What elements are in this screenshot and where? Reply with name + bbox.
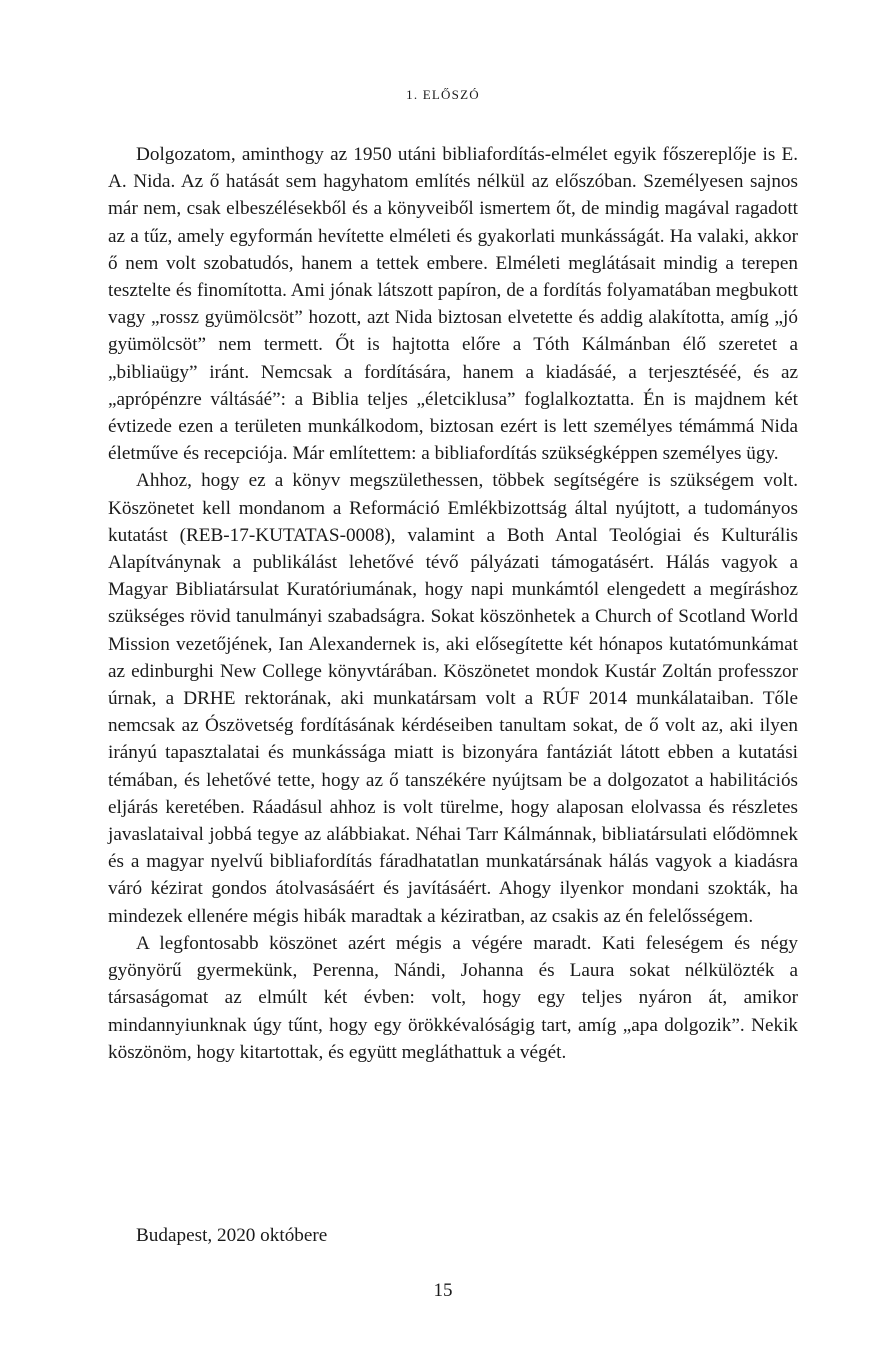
paragraph-family: A legfontosabb köszönet azért mégis a végére maradt. Kati feleségem és négy gyönyörű gyermekünk, Perenna, Nándi, Johanna és Laura sokat nélkülözték a társaságomat az elmúlt két évben: volt, hogy egy teljes nyáron át, amikor mindannyiunknak úgy tűnt, hogy egy örökkévalóságig tart, amíg „apa dolgozik”. Nekik köszönöm, hogy kitartottak, és együtt megláthattuk a végét. [108, 932, 798, 1063]
body-text [108, 141, 798, 1066]
running-header: 1. ELŐSZÓ [406, 87, 480, 102]
signoff-place-date: Budapest, 2020 októbere [136, 1225, 328, 1246]
paragraph-nida: Dolgozatom, aminthogy az 1950 utáni bibliafordítás-elmélet egyik főszereplője is E. A. Nida. Az ő hatását sem hagyhatom említés nélkül az előszóban. Személyesen sajnos már nem, csak elbeszélésekből és a könyveiből ismertem őt, de mindig magával ragadott az a tűz, amely egyformán hevítette elméleti és gyakorlati munkásságát. Ha valaki, akkor ő nem volt szobatudós, hanem a tettek embere. Elméleti meglátásait mindig a terepen tesztelte és finomította. Ami jónak látszott papíron, de a fordítás folyamatában megbukott vagy „rossz gyümölcsöt” hozott, azt Nida biztosan elvetette és addig alakította, amíg „jó gyümölcsöt” nem termett. Őt is hajtotta előre a Tóth Kálmánban élő szeretet a „bibliaügy” iránt. Nemcsak a fordítására, hanem a kiadásáé, a terjesztéséé, és az „aprópénzre váltásáé”: a Biblia teljes „életciklusa” foglalkoztatta. Én is majdnem két évtizede ezen a területen munkálkodom, biztosan ezért is lett személyes témámmá Nida életműve és recepciója. Már említettem: a bibliafordítás szükségképpen személyes ügy. [108, 144, 798, 465]
page-number: 15 [433, 1280, 453, 1301]
paragraph-acknowledgements: Ahhoz, hogy ez a könyv megszülethessen, többek segítségére is szükségem volt. Köszönetet kell mondanom a Reformáció Emlékbizottság által nyújtott, a tudományos kutatást (REB-17-KUTATAS-0008), valamint a Both Antal Teológiai és Kulturális Alapítványnak a publikálást lehetővé tévő pályázati támogatásért. Hálás vagyok a Magyar Bibliatársulat Kuratóriumának, hogy napi munkámtól elengedett a megíráshoz szükséges rövid tanulmányi szabadságra. Sokat köszönhetek a Church of Scotland World Mission vezetőjének, Ian Alexandernek is, aki elősegítette két hónapos kutatómunkámat az edinburghi New College könyvtárában. Köszönetet mondok Kustár Zoltán professzor úrnak, a DRHE rektorának, aki munkatársam volt a RÚF 2014 munkálataiban. Tőle nemcsak az Ószövetség fordításának kérdéseiben tanultam sokat, de ő volt az, aki ilyen irányú tapasztalatai és munkássága miatt is bizonyára fantáziát látott ebben a kutatási témában, és lehetővé tette, hogy az ő tanszékére nyújtsam be a dolgozatot a habilitációs eljárás keretében. Ráadásul ahhoz is volt türelme, hogy alaposan elolvassa és részletes javaslataival jobbá tegye az alábbiakat. Néhai Tarr Kálmánnak, bibliatársulati elődömnek és a magyar nyelvű bibliafordítás fáradhatatlan munkatársának hálás vagyok a kiadásra váró kézirat gondos átolvasásáért és javításáért. Ahogy ilyenkor mondani szokták, ha mindezek ellenére mégis hibák maradtak a kéziratban, az csakis az én felelősségem. [108, 470, 798, 927]
